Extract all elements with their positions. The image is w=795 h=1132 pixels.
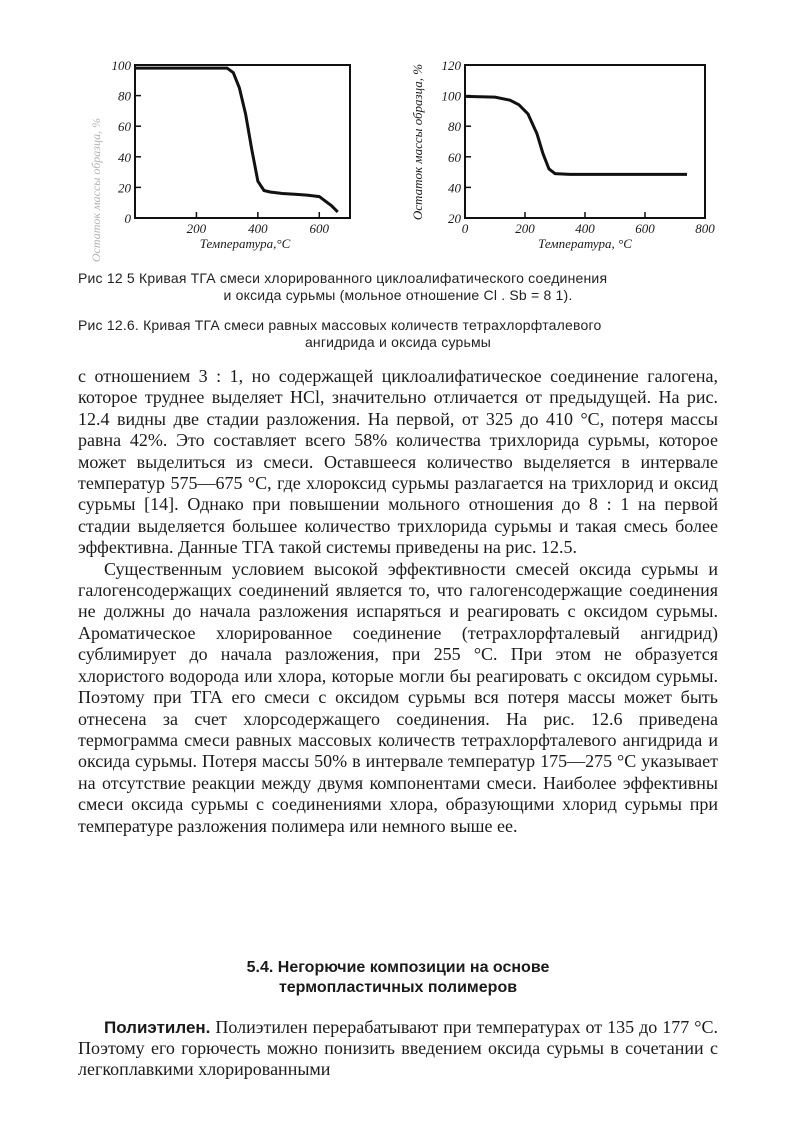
y-tick-label: 40 xyxy=(448,180,461,196)
y-tick-label: 20 xyxy=(448,211,461,226)
y-tick-label: 60 xyxy=(118,119,131,135)
y-tick-label: 100 xyxy=(111,58,131,73)
tick-labels xyxy=(442,58,716,236)
x-tick-label: 600 xyxy=(309,221,330,236)
x-axis-label: Температура,°С xyxy=(199,236,291,251)
axes xyxy=(465,65,705,218)
x-tick-label: 400 xyxy=(575,221,595,236)
tga-chart-fig-12-5 xyxy=(60,50,360,265)
x-tick-label: 200 xyxy=(186,221,207,236)
y-axis-label: Остаток массы образца, % xyxy=(410,63,425,221)
heading-line: 5.4. Негорючие композиции на основе xyxy=(246,959,550,976)
y-tick-label: 80 xyxy=(118,88,131,104)
paragraph: с отношением 3 : 1, но содержащей циклоалифатическое соединение галогена, которое труднее выделяет HCl, значительно отличается от предыдущей. На рис. 12.4 видны две стадии разложения. На первой, от 325 до 410 °С, потеря массы равна 42%. Это составляет всего 58% количества трихлорида сурьмы, которое может выделиться из смеси. Оставшееся количество выделяется в интервале температур 575—675 °С, где хлороксид сурьмы разлагается на трихлорид и оксид сурьмы [14]. Однако при повышении мольного отношения до 8 : 1 на первой стадии выделяется большее количество трихлорида сурьмы и такая смесь более эффективна. Данные ТГА такой системы приведены на рис. 12.5. xyxy=(78,366,718,558)
y-axis-label: Остаток массы образца, % xyxy=(89,117,103,263)
y-tick-label: 0 xyxy=(124,211,131,226)
x-tick-label: 800 xyxy=(695,221,715,236)
series-line xyxy=(135,68,338,212)
x-tick-label: 0 xyxy=(461,221,469,236)
figure-caption-12-5 xyxy=(78,270,718,304)
y-tick-label: 40 xyxy=(118,149,131,165)
heading-line: термопластичных полимеров xyxy=(278,979,518,996)
paragraph: Существенным условием высокой эффективности смесей оксида сурьмы и галогенсодержащих соединений является то, что галогенсодержащие соединения не должны до начала разложения испаряться и реагировать с оксидом сурьмы. Ароматическое хлорированное соединение (тетрахлорфталевый ангидрид) сублимирует до начала разложения, при 255 °С. При этом не образуется хлористого водорода или хлора, которые могли бы реагировать с оксидом сурьмы. Поэтому при ТГА его смеси с оксидом сурьмы вся потеря массы может быть отнесена за счет хлорсодержащего соединения. На рис. 12.6 приведена термограмма смеси равных массовых количеств тетрахлорфталевого ангидрида и оксида сурьмы. Потеря массы 50% в интервале температур 175—275 °С указывает на отсутствие реакции между двумя компонентами смеси. Наиболее эффективны смеси оксида сурьмы с соединениями хлора, образующими хлорид сурьмы при температуре разложения полимера или немного выше ее. xyxy=(78,558,718,836)
tga-chart-fig-12-6 xyxy=(400,50,730,265)
x-axis-label: Температура, °С xyxy=(538,236,632,251)
caption-line: и оксида сурьмы (мольное отношение Cl . Sb = 8 1). xyxy=(223,287,573,303)
y-tick-label: 120 xyxy=(441,58,461,73)
paragraph-text: Полиэтилен перерабатывают при температурах от 135 до 177 °С. Поэтому его горючесть можно понизить введением оксида сурьмы в сочетании с легкоплавкими хлорированными xyxy=(78,1017,718,1079)
section-heading xyxy=(78,958,718,998)
y-tick-label: 80 xyxy=(448,119,461,135)
caption-line: Рис 12 5 Кривая ТГА смеси хлорированного циклоалифатического соединения xyxy=(78,270,608,286)
y-tick-label: 60 xyxy=(448,149,461,165)
caption-line: Рис 12.6. Кривая ТГА смеси равных массовых количеств тетрахлорфталевого xyxy=(78,317,602,333)
caption-line: ангидрида и оксида сурьмы xyxy=(304,334,492,350)
tick-labels xyxy=(112,58,330,236)
run-in-heading: Полиэтилен. xyxy=(104,1018,211,1037)
plot-frame xyxy=(465,65,705,218)
body-text xyxy=(78,366,718,837)
last-paragraph xyxy=(78,1017,718,1080)
x-tick-label: 600 xyxy=(635,221,655,236)
y-tick-label: 100 xyxy=(441,88,461,104)
x-tick-label: 400 xyxy=(248,221,268,236)
figure-caption-12-6 xyxy=(78,317,718,351)
x-tick-label: 200 xyxy=(515,221,535,236)
series-line xyxy=(465,96,687,174)
y-tick-label: 20 xyxy=(118,180,131,196)
